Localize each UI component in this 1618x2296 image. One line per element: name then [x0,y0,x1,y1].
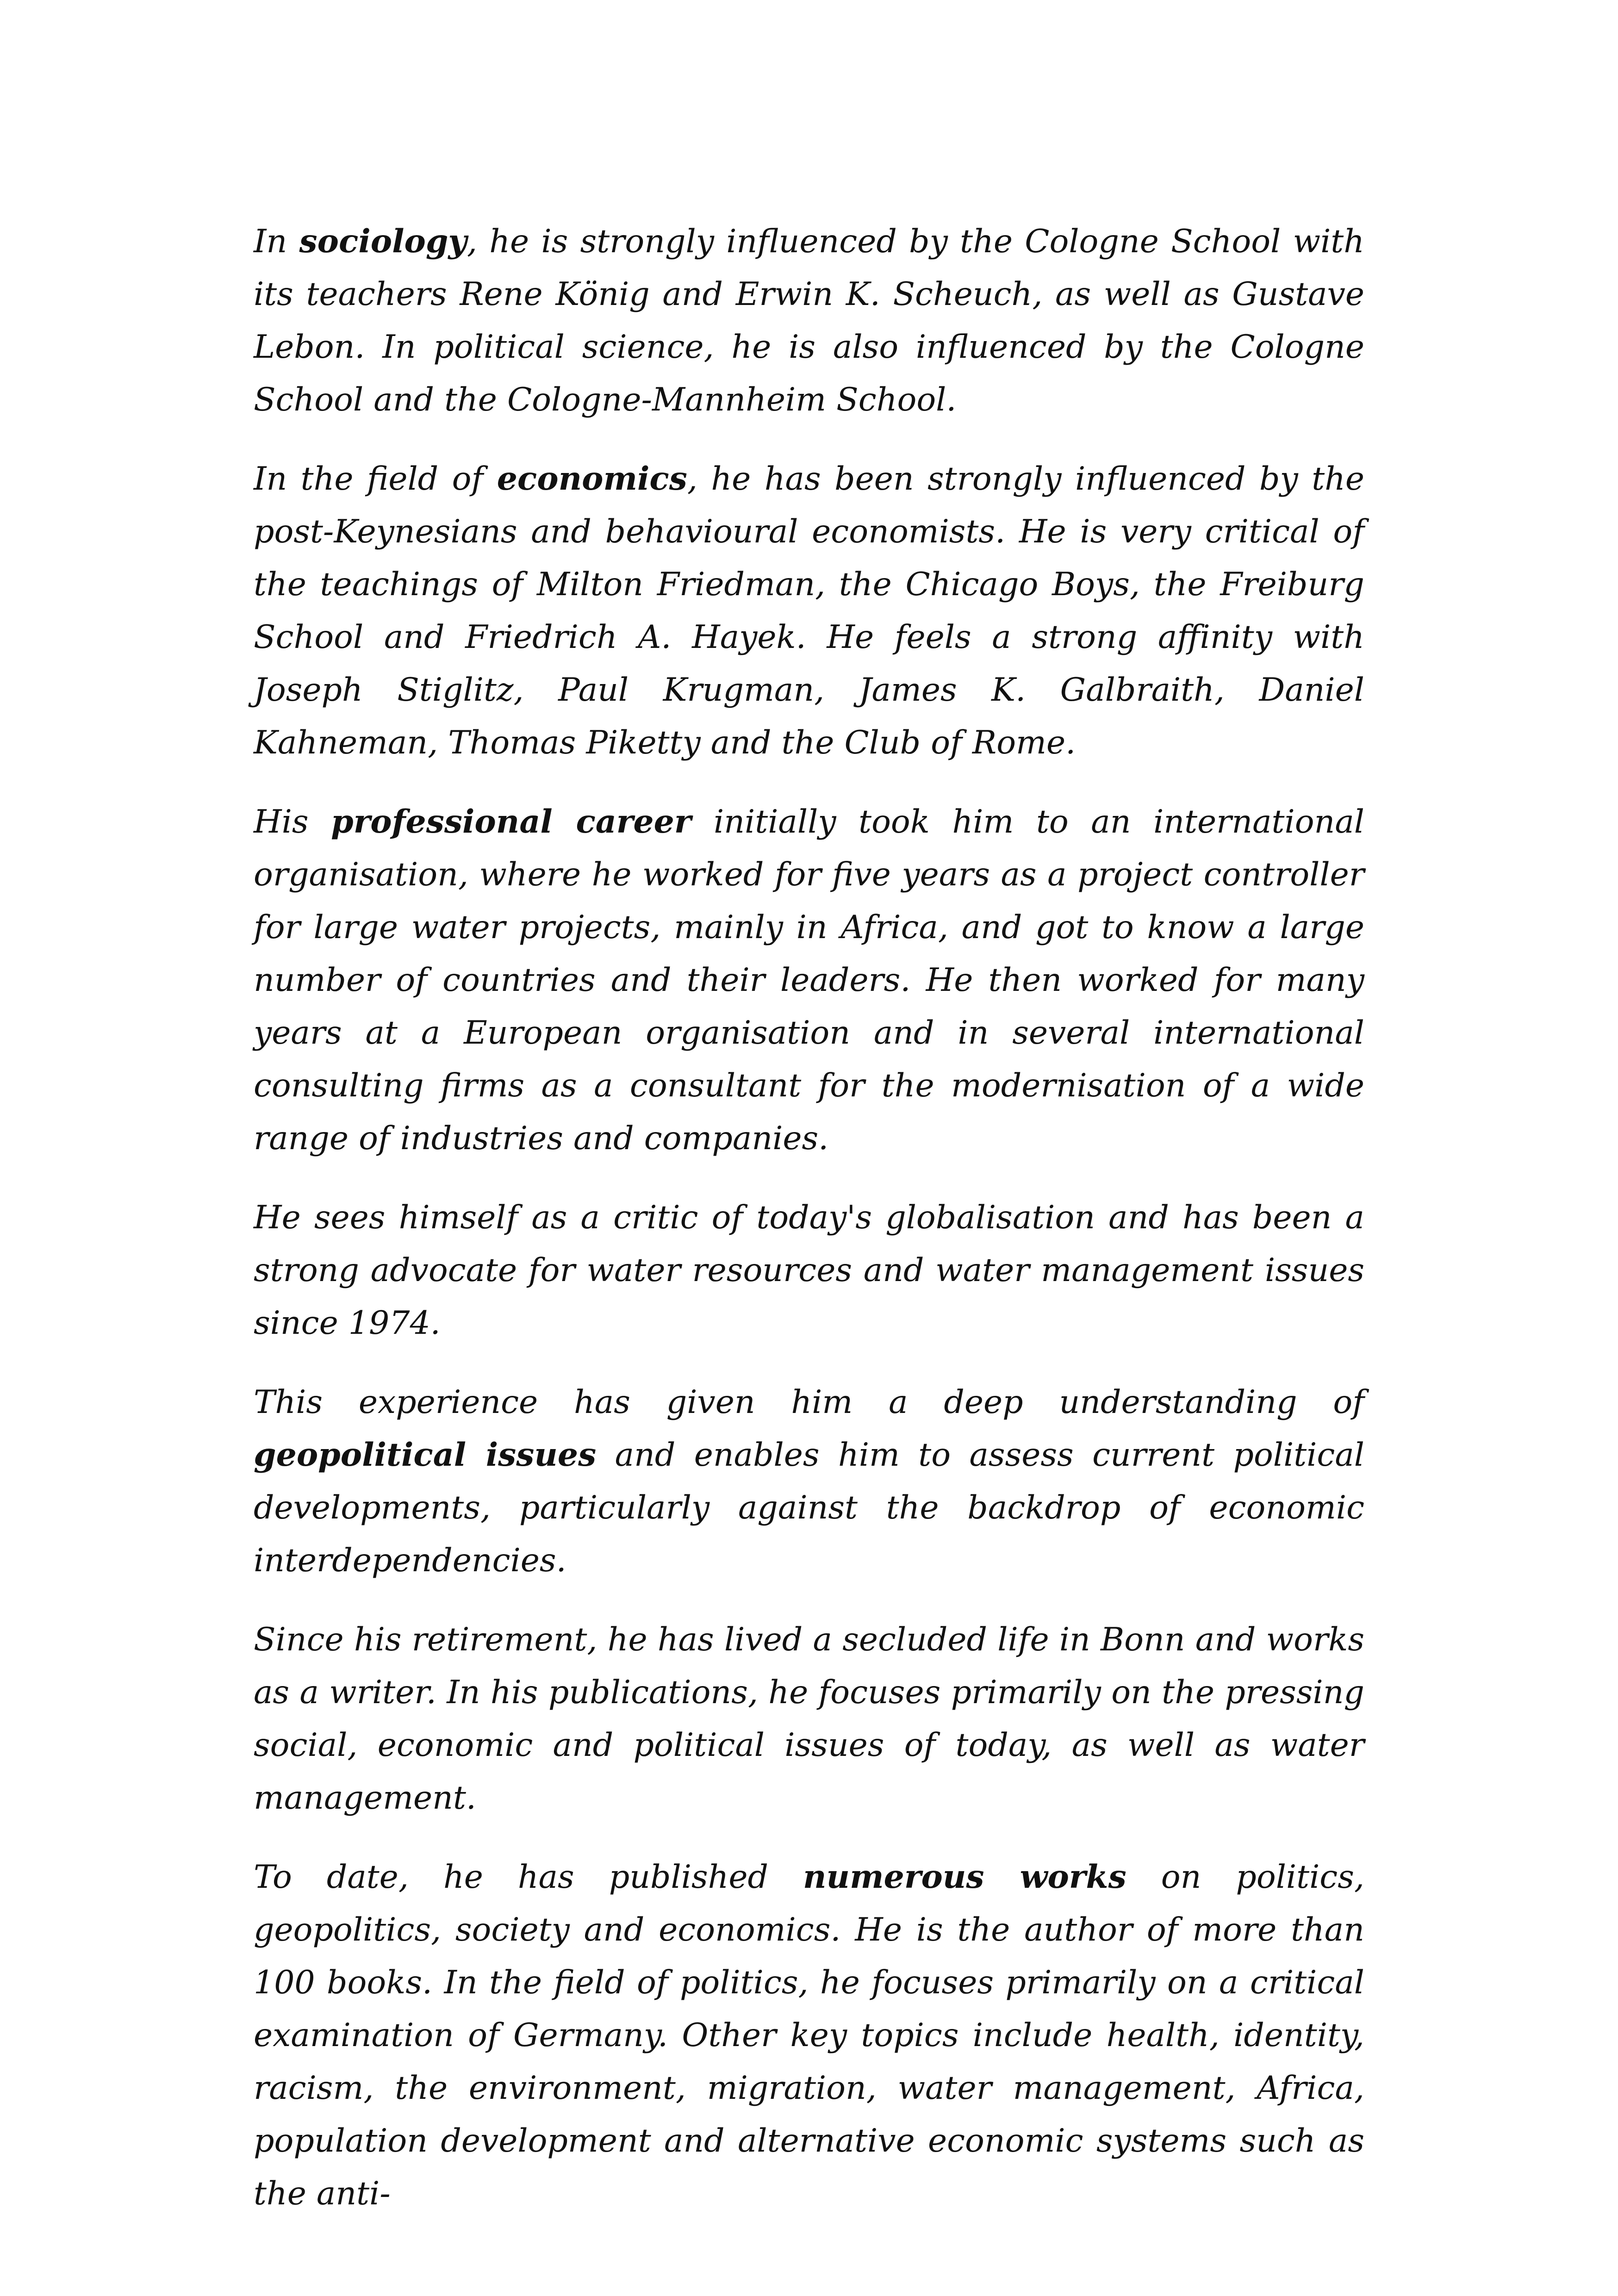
paragraph-text: on politics, geopolitics, society and economics. He is the author of more than 100 books. In the field of politics, he focuses primarily on a critical examination of Germany. Other key topics include health, identity, racism, the environment, migration, water management, Africa, population development and alternative economic systems such as the anti- [254,1858,1364,2212]
bold-term: geopolitical issues [254,1436,597,1474]
bold-term: economics [497,460,687,498]
paragraph-text: This experience has given him a deep understanding of [254,1383,1364,1421]
paragraph-career [254,796,1364,1165]
paragraph-text: and enables him to assess current political developments, particularly against the backdrop of economic interdependencies. [254,1436,1364,1579]
paragraph-economics [254,453,1364,769]
bold-term: sociology [299,223,467,260]
paragraph-text: , he is strongly influenced by the Cologne School with its teachers Rene König and Erwin K. Scheuch, as well as Gustave Lebon. In political science, he is also influenced by the Cologne School and the Cologne-Mannheim School. [254,223,1364,418]
bold-term: numerous works [803,1858,1126,1896]
paragraph-text: In [254,223,299,260]
bold-term: professional career [331,803,691,840]
paragraph-geopolitical [254,1376,1364,1587]
paragraph-critic [254,1191,1364,1350]
paragraph-text: Since his retirement, he has lived a secluded life in Bonn and works as a writer. In his publications, he focuses primarily on the pressing social, economic and political issues of today, as well as water management. [254,1621,1364,1817]
document-page [254,215,1364,2246]
paragraph-text: He sees himself as a critic of today's globalisation and has been a strong advocate for water resources and water management issues since 1974. [254,1199,1364,1342]
paragraph-text: In the field of [254,460,497,498]
paragraph-works [254,1851,1364,2220]
paragraph-retirement [254,1613,1364,1824]
paragraph-text: , he has been strongly influenced by the post-Keynesians and behavioural economists. He is very critical of the teachings of Milton Friedman, the Chicago Boys, the Freiburg School and Friedrich A. Hayek. He feels a strong affinity with Joseph Stiglitz, Paul Krugman, James K. Galbraith, Daniel Kahneman, Thomas Piketty and the Club of Rome. [254,460,1365,761]
paragraph-text: initially took him to an international organisation, where he worked for five years as a project controller for large water projects, mainly in Africa, and got to know a large number of countries and their leaders. He then worked for many years at a European organisation and in several international consulting firms as a consultant for the modernisation of a wide range of industries and companies. [254,803,1364,1157]
paragraph-sociology [254,215,1364,426]
paragraph-text: His [254,803,331,840]
paragraph-text: To date, he has published [254,1858,803,1896]
